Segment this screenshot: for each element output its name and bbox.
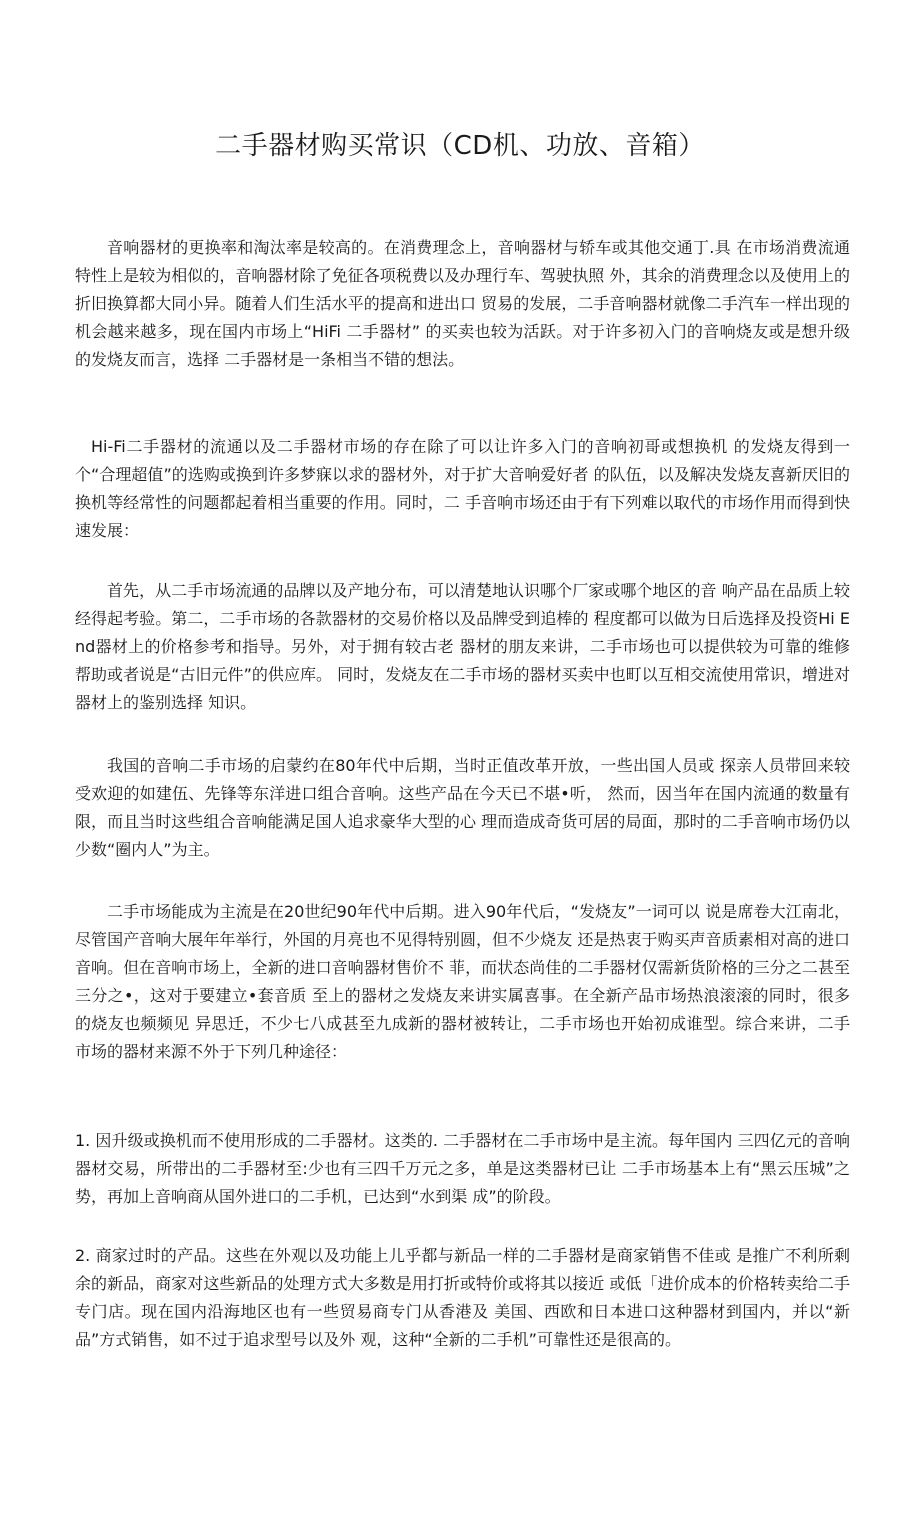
paragraph-mainstream: 二手市场能成为主流是在20世纪90年代中后期。进入90年代后，“发烧友”一词可以 说是席卷大江南北，尽管国产音响大展年年举行，外国的月亮也不见得特别圆，但不少烧友 还是热衷于购买声音质素相对高的进口音响。但在音响市场上，全新的进口音响器材售价不 菲，而状态尚佳的二手器材仅需新货阶格的三分之二甚至三分之•，这对于要建立•套音质 至上的器材之发烧友来讲实属喜事。在全新产品市场热浪滚滚的同时，很多的烧友也频频见 异思迁，不少七八成甚至九成新的器材被转让，二手市场也开始初成谁型。综合来讲，二手 市场的器材来源不外于下列几种途径： [75,902,850,1061]
paragraph-hifi-market: Hi-Fi二手器材的流通以及二手器材市场的存在除了可以让许多入门的音响初哥或想换机 的发烧友得到一个“合理超值”的选购或换到许多梦寐以求的器材外，对于扩大音响爱好者 的队伍，以及解决发烧友喜新厌旧的换机等经常性的问题都起着相当重要的作用。同时，二 手音响市场还由于有下列难以取代的市场作用而得到快速发展： [75,437,850,540]
paragraph-first-second: 首先，从二手市场流通的品牌以及产地分布，可以清楚地认识哪个厂家或哪个地区的音 响产品在品质上较经得起考验。第二，二手市场的各款器材的交易价格以及品牌受到追棒的 程度都可以做为日后选择及投资Hi End器材上的价格参考和指导。另外，对于拥有较古老 器材的朋友来讲，二手市场也可以提供较为可靠的维修帮助或者说是“古旧元件”的供应库。 同时，发烧友在二手市场的器材买卖中也町以互相交流使用常识，增进对器材上的鉴别选择 知识。 [75,581,850,712]
paragraph-intro: 音响器材的更换率和淘汰率是较高的。在消费理念上，音响器材与轿车或其他交通丁.具 在市场消费流通特性上是较为相似的，音响器材除了免征各项税费以及办理行车、驾驶执照 外，其余的消费理念以及使用上的折旧换算都大同小异。随着人们生活水平的提高和进出口 贸易的发展，二手音响器材就像二手汽车一样出现的机会越来越多，现在国内市场上“HiFi 二手器材” 的买卖也较为活跃。对于许多初入门的音响烧友或是想升级的发烧友而言，选择 二手器材是一条相当不错的想法。 [75,238,850,369]
list-item-outdated-products: 2. 商家过时的产品。这些在外观以及功能上儿乎都与新品一样的二手器材是商家销售不佳或 是推广不利所剩余的新品，商家对这些新品的处理方式大多数是用打折或特价或将其以接近 或低「进价成本的价格转卖给二手专门店。现在国内沿海地区也有一些贸易商专门从香港及 美国、西欧和日本进口这种器材到国内，并以“新品”方式销售，如不过于追求型号以及外 观，这种“全新的二手机”可靠性还是很高的。 [75,1246,850,1349]
list-item-upgrade: 1. 因升级或换机而不使用形成的二手器材。这类的. 二手器材在二手市场中是主流。每年国内 三四亿元的音响器材交易，所带出的二手器材至:少也有三四千万元之多，单是这类器材已让 二手市场基本上有“黑云压城”之势，再加上音响商从国外进口的二手机，已达到“水到渠 成”的阶段。 [75,1131,850,1206]
document-title: 二手器材购买常识（CD机、功放、音箱） [215,131,705,161]
paragraph-history: 我国的音响二手市场的启蒙约在80年代中后期，当时正值改革开放，一些出国人员或 探亲人员带回来较受欢迎的如建伍、先锋等东洋进口组合音响。这些产品在今天已不堪•听， 然而，因当年在国内流通的数量有限，而且当时这些组合音响能满足国人追求豪华大型的心 理而造成奇货可居的局面，那时的二手音响市场仍以少数“圈内人”为主。 [75,756,850,859]
